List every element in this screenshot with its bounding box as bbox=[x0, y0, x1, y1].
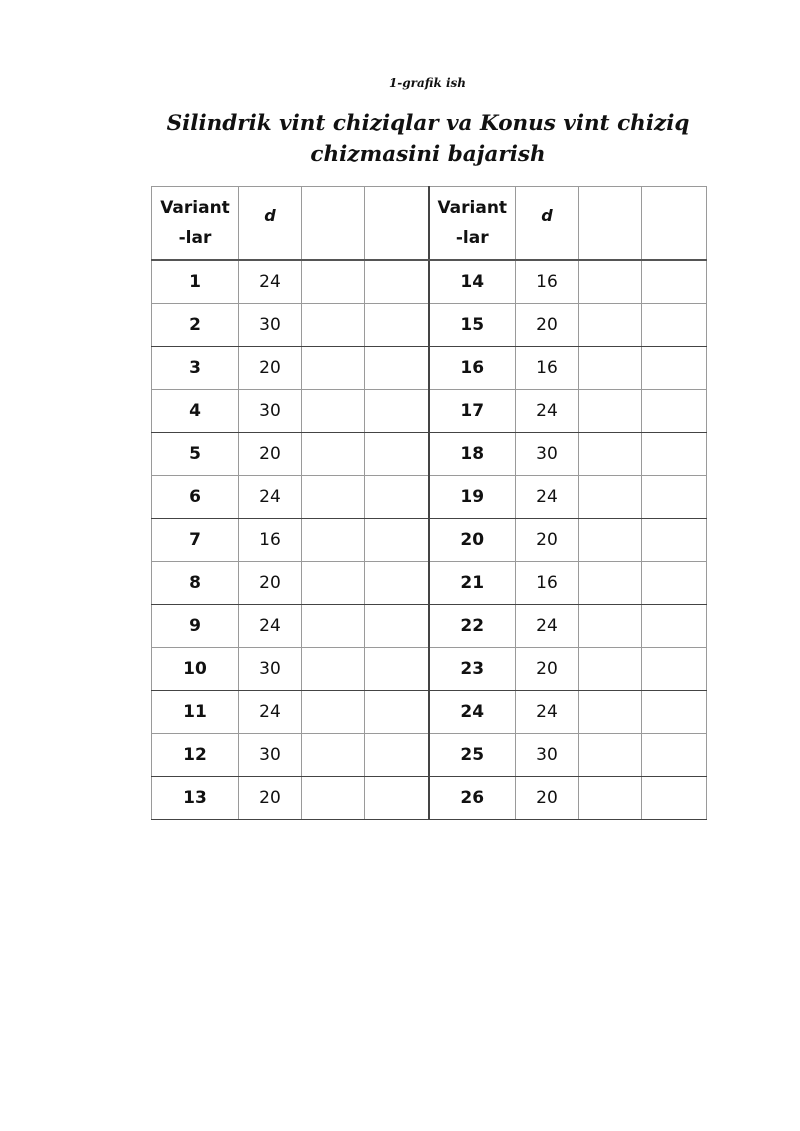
d-value-right: 16 bbox=[516, 562, 579, 605]
empty-cell bbox=[579, 691, 642, 734]
variant-number-right: 16 bbox=[429, 347, 516, 390]
empty-cell bbox=[579, 648, 642, 691]
variant-number-left: 4 bbox=[152, 390, 239, 433]
empty-cell bbox=[642, 390, 707, 433]
empty-cell bbox=[365, 260, 429, 304]
table-row bbox=[152, 734, 707, 777]
table-row bbox=[152, 691, 707, 734]
empty-cell bbox=[642, 260, 707, 304]
empty-header bbox=[302, 187, 365, 261]
table-row bbox=[152, 519, 707, 562]
empty-cell bbox=[302, 433, 365, 476]
variant-number-left: 3 bbox=[152, 347, 239, 390]
table-row bbox=[152, 777, 707, 820]
variant-header-bottom: -lar bbox=[178, 228, 212, 248]
variant-number-right: 22 bbox=[429, 605, 516, 648]
empty-cell bbox=[579, 476, 642, 519]
table-row bbox=[152, 476, 707, 519]
variant-number-left: 9 bbox=[152, 605, 239, 648]
variant-header-left bbox=[152, 187, 239, 261]
empty-cell bbox=[365, 691, 429, 734]
variant-header-top: Variant bbox=[160, 198, 230, 218]
d-value-right: 24 bbox=[516, 390, 579, 433]
empty-cell bbox=[642, 347, 707, 390]
page-title: Silindrik vint chiziqlar va Konus vint chiziq chizmasini bajarish bbox=[166, 111, 705, 167]
empty-cell bbox=[302, 605, 365, 648]
variant-number-right: 14 bbox=[429, 260, 516, 304]
empty-cell bbox=[642, 605, 707, 648]
empty-cell bbox=[365, 347, 429, 390]
variant-number-right: 23 bbox=[429, 648, 516, 691]
empty-cell bbox=[302, 562, 365, 605]
empty-cell bbox=[579, 347, 642, 390]
d-header-left: d bbox=[239, 187, 302, 261]
empty-cell bbox=[302, 519, 365, 562]
table-row bbox=[152, 347, 707, 390]
empty-cell bbox=[579, 777, 642, 820]
variant-number-right: 21 bbox=[429, 562, 516, 605]
variant-number-left: 5 bbox=[152, 433, 239, 476]
empty-cell bbox=[365, 476, 429, 519]
empty-cell bbox=[302, 390, 365, 433]
empty-cell bbox=[642, 562, 707, 605]
variant-number-right: 18 bbox=[429, 433, 516, 476]
variant-number-right: 26 bbox=[429, 777, 516, 820]
empty-cell bbox=[302, 260, 365, 304]
empty-cell bbox=[642, 476, 707, 519]
variant-number-right: 24 bbox=[429, 691, 516, 734]
d-value-left: 30 bbox=[239, 734, 302, 777]
empty-cell bbox=[365, 777, 429, 820]
variant-header-bottom: -lar bbox=[455, 228, 489, 248]
empty-cell bbox=[365, 304, 429, 347]
empty-cell bbox=[642, 304, 707, 347]
variant-number-right: 25 bbox=[429, 734, 516, 777]
table-row bbox=[152, 648, 707, 691]
empty-cell bbox=[642, 648, 707, 691]
table-row bbox=[152, 562, 707, 605]
variant-number-left: 2 bbox=[152, 304, 239, 347]
d-value-left: 24 bbox=[239, 260, 302, 304]
empty-cell bbox=[365, 734, 429, 777]
empty-cell bbox=[579, 433, 642, 476]
d-value-left: 20 bbox=[239, 562, 302, 605]
empty-cell bbox=[579, 734, 642, 777]
d-value-right: 16 bbox=[516, 260, 579, 304]
empty-cell bbox=[642, 519, 707, 562]
empty-cell bbox=[579, 562, 642, 605]
variant-header-top: Variant bbox=[437, 198, 508, 218]
empty-cell bbox=[642, 734, 707, 777]
empty-cell bbox=[579, 390, 642, 433]
empty-cell bbox=[302, 648, 365, 691]
d-value-right: 16 bbox=[516, 347, 579, 390]
table-row bbox=[152, 605, 707, 648]
d-value-right: 20 bbox=[516, 304, 579, 347]
variant-number-right: 17 bbox=[429, 390, 516, 433]
empty-header bbox=[642, 187, 707, 261]
empty-cell bbox=[365, 390, 429, 433]
d-value-left: 30 bbox=[239, 648, 302, 691]
empty-cell bbox=[302, 476, 365, 519]
variant-number-right: 19 bbox=[429, 476, 516, 519]
d-value-left: 16 bbox=[239, 519, 302, 562]
d-value-left: 24 bbox=[239, 476, 302, 519]
empty-cell bbox=[642, 433, 707, 476]
table-header-row bbox=[152, 187, 707, 261]
empty-cell bbox=[365, 519, 429, 562]
d-value-left: 20 bbox=[239, 433, 302, 476]
empty-cell bbox=[579, 304, 642, 347]
empty-cell bbox=[579, 519, 642, 562]
table-row bbox=[152, 433, 707, 476]
d-value-left: 30 bbox=[239, 390, 302, 433]
d-value-left: 24 bbox=[239, 691, 302, 734]
variant-number-right: 20 bbox=[429, 519, 516, 562]
variant-number-right: 15 bbox=[429, 304, 516, 347]
d-value-right: 24 bbox=[516, 605, 579, 648]
empty-cell bbox=[365, 605, 429, 648]
variants-table bbox=[151, 186, 707, 820]
empty-header bbox=[365, 187, 429, 261]
empty-cell bbox=[642, 777, 707, 820]
table-row bbox=[152, 390, 707, 433]
empty-cell bbox=[642, 691, 707, 734]
variant-number-left: 10 bbox=[152, 648, 239, 691]
variant-header-right bbox=[429, 187, 516, 261]
empty-cell bbox=[302, 347, 365, 390]
table-row bbox=[152, 304, 707, 347]
variant-number-left: 7 bbox=[152, 519, 239, 562]
variant-number-left: 1 bbox=[152, 260, 239, 304]
d-value-left: 30 bbox=[239, 304, 302, 347]
d-value-right: 20 bbox=[516, 648, 579, 691]
variant-number-left: 12 bbox=[152, 734, 239, 777]
empty-header bbox=[579, 187, 642, 261]
empty-cell bbox=[579, 260, 642, 304]
empty-cell bbox=[365, 648, 429, 691]
empty-cell bbox=[579, 605, 642, 648]
d-header-right: d bbox=[516, 187, 579, 261]
d-value-left: 20 bbox=[239, 777, 302, 820]
table-row bbox=[152, 260, 707, 304]
d-value-right: 24 bbox=[516, 691, 579, 734]
variant-number-left: 8 bbox=[152, 562, 239, 605]
d-value-right: 30 bbox=[516, 734, 579, 777]
d-value-right: 30 bbox=[516, 433, 579, 476]
d-value-right: 24 bbox=[516, 476, 579, 519]
empty-cell bbox=[302, 691, 365, 734]
d-value-right: 20 bbox=[516, 777, 579, 820]
variant-number-left: 13 bbox=[152, 777, 239, 820]
d-value-left: 24 bbox=[239, 605, 302, 648]
variant-number-left: 11 bbox=[152, 691, 239, 734]
empty-cell bbox=[302, 304, 365, 347]
d-value-right: 20 bbox=[516, 519, 579, 562]
variant-number-left: 6 bbox=[152, 476, 239, 519]
d-value-left: 20 bbox=[239, 347, 302, 390]
empty-cell bbox=[302, 777, 365, 820]
empty-cell bbox=[302, 734, 365, 777]
empty-cell bbox=[365, 433, 429, 476]
empty-cell bbox=[365, 562, 429, 605]
work-number: 1-grafik ish bbox=[388, 76, 467, 90]
